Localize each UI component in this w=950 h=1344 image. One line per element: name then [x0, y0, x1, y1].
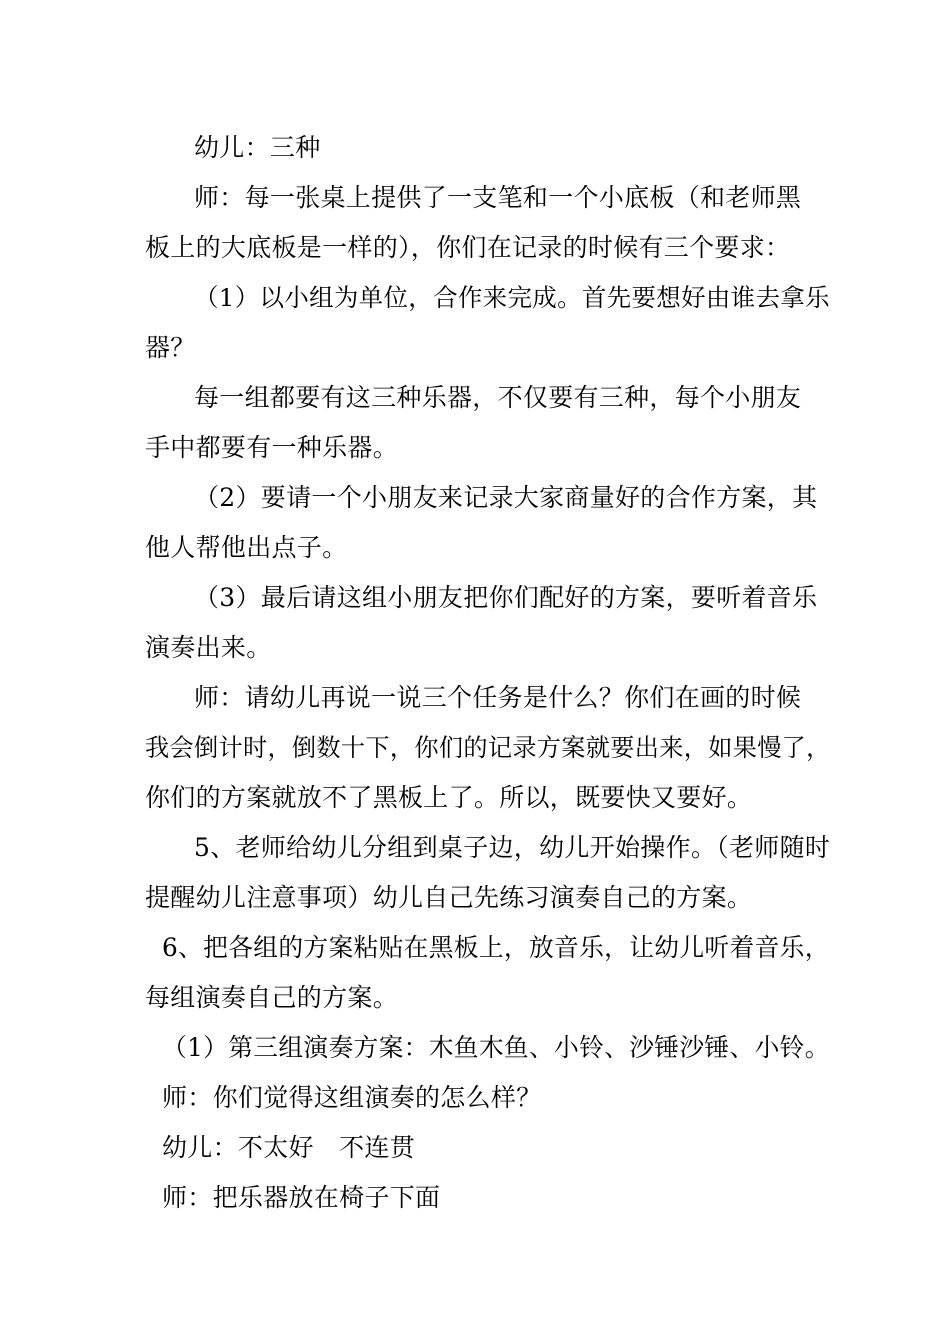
text-line: 每组演奏自己的方案。 — [145, 983, 399, 1012]
text-line: 板上的大底板是一样的），你们在记录的时候有三个要求： — [145, 233, 791, 262]
text-line: （3）最后请这组小朋友把你们配好的方案，要听着音乐 — [194, 583, 818, 612]
text-line: 师：每一张桌上提供了一支笔和一个小底板（和老师黑 — [194, 183, 802, 212]
text-line: 你们的方案就放不了黑板上了。所以，既要快又要好。 — [145, 783, 753, 812]
text-line: 他人帮他出点子。 — [145, 533, 348, 562]
text-line: （1）以小组为单位，合作来完成。首先要想好由谁去拿乐 — [194, 283, 830, 312]
text-line: 5、老师给幼儿分组到桌子边，幼儿开始操作。（老师随时 — [194, 833, 831, 862]
text-line: 提醒幼儿注意事项）幼儿自己先练习演奏自己的方案。 — [145, 883, 753, 912]
text-line: （2）要请一个小朋友来记录大家商量好的合作方案，其 — [194, 483, 818, 512]
text-line: 我会倒计时，倒数十下，你们的记录方案就要出来，如果慢了， — [145, 734, 831, 762]
text-line: 幼儿：三种 — [194, 133, 321, 162]
text-line: 器？ — [145, 333, 196, 362]
text-line: 每一组都要有这三种乐器，不仅要有三种，每个小朋友 — [194, 383, 802, 412]
text-line: （1）第三组演奏方案：木鱼木鱼、小铃、沙锤沙锤、小铃。 — [162, 1033, 830, 1062]
text-line: 手中都要有一种乐器。 — [145, 433, 399, 462]
text-line: 师：请幼儿再说一说三个任务是什么？你们在画的时候 — [194, 683, 802, 712]
text-line: 师：把乐器放在椅子下面 — [162, 1183, 441, 1212]
text-line: 幼儿：不太好 不连贯 — [162, 1133, 416, 1162]
text-line: 演奏出来。 — [145, 633, 272, 662]
text-line: 6、把各组的方案粘贴在黑板上，放音乐，让幼儿听着音乐， — [162, 933, 830, 962]
text-line: 师：你们觉得这组演奏的怎么样？ — [162, 1083, 542, 1112]
